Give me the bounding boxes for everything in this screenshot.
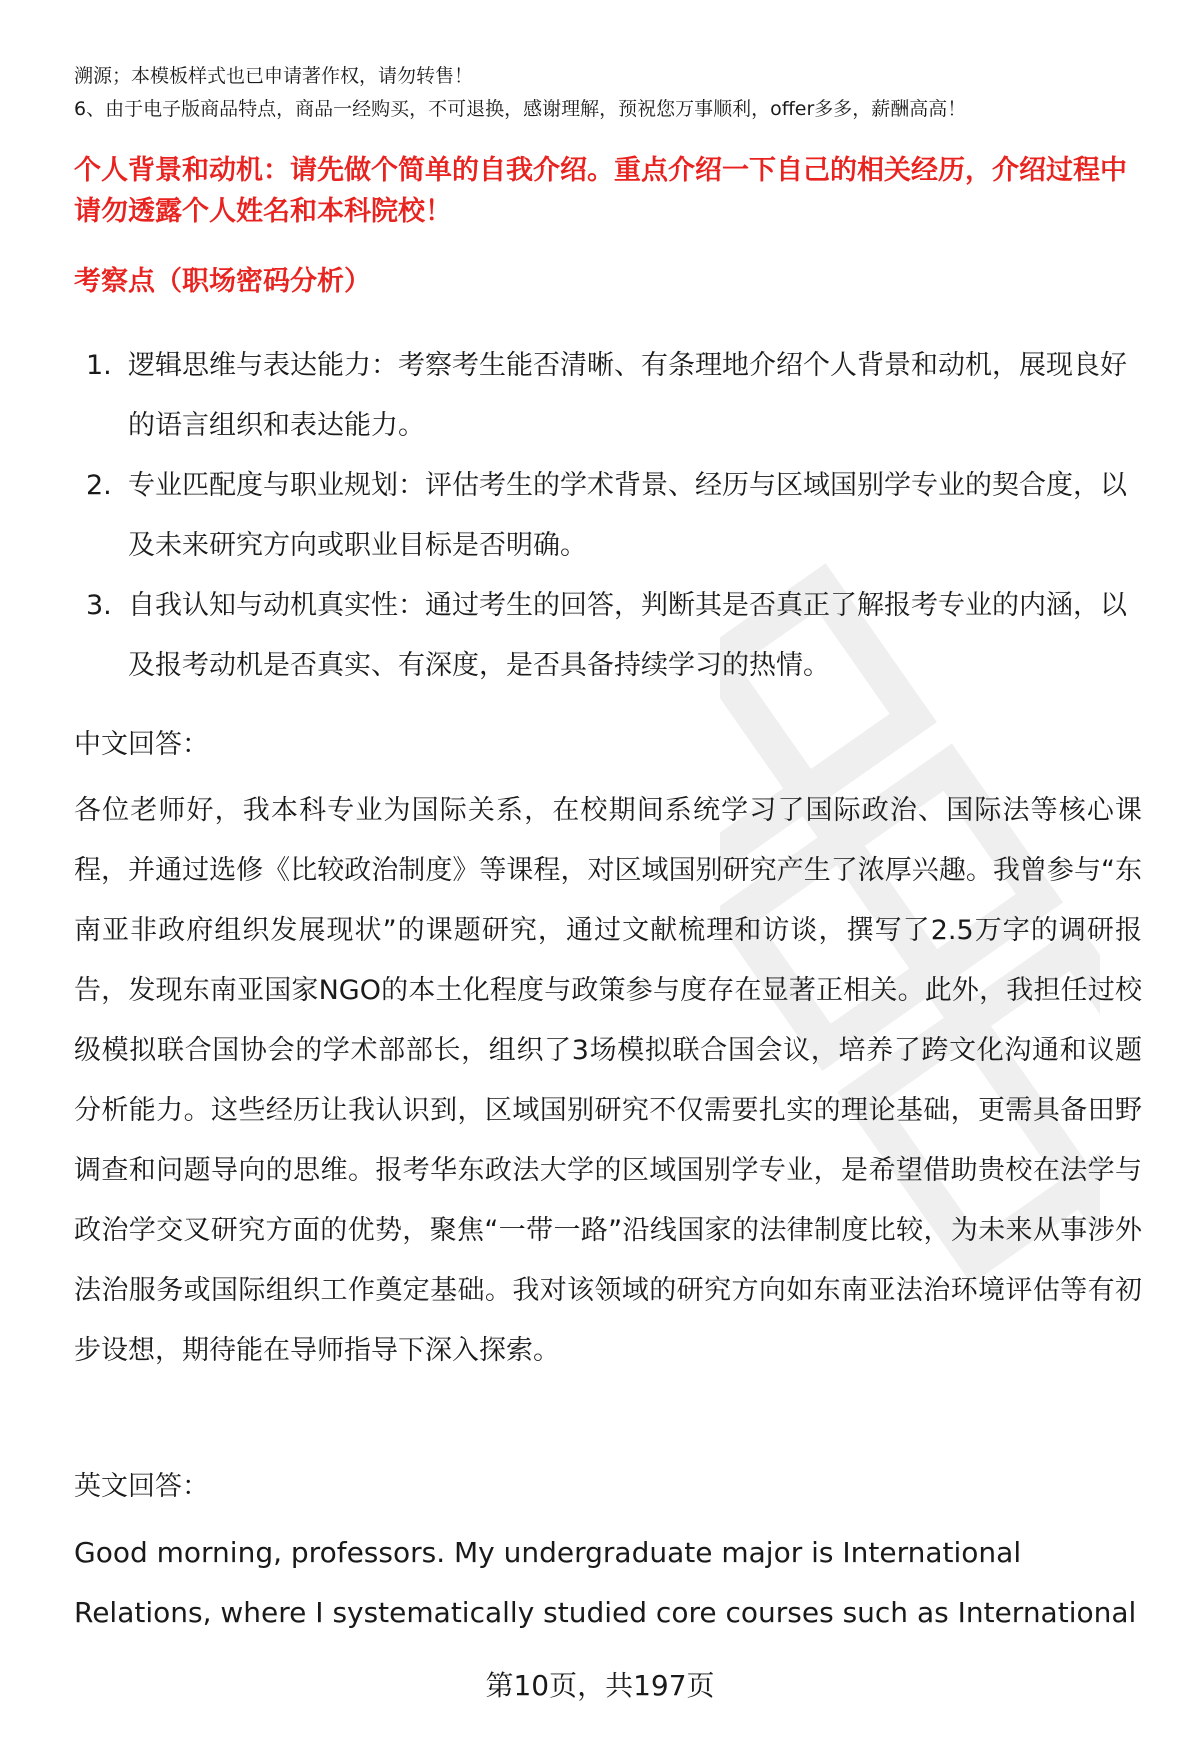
interview-question: 个人背景和动机：请先做个简单的自我介绍。重点介绍一下自己的相关经历，介绍过程中请勿透露个人姓名和本科院校！ <box>74 155 1127 227</box>
purchase-notes <box>74 60 1142 126</box>
assessment-points-list <box>74 336 1142 696</box>
english-answer-label: 英文回答： <box>74 1471 209 1502</box>
list-item-number: 1. <box>86 350 112 381</box>
page-number-footer: 第10页，共197页 <box>485 1669 715 1702</box>
english-answer-text: Good morning, professors. My undergraduate major is International Relations, where I systematically studied core courses such as International <box>74 1536 1137 1629</box>
chinese-answer-label: 中文回答： <box>74 729 209 760</box>
list-item-text: 自我认知与动机真实性：通过考生的回答，判断其是否真正了解报考专业的内涵，以及报考动机是否真实、有深度，是否具备持续学习的热情。 <box>128 590 1127 681</box>
note-line-refund: 6、由于电子版商品特点，商品一经购买，不可退换，感谢理解，预祝您万事顺利，offer多多，薪酬高高！ <box>74 98 967 120</box>
list-item <box>74 456 1142 576</box>
note-line-copyright: 溯源；本模板样式也已申请著作权，请勿转售！ <box>74 65 474 87</box>
list-item-text: 专业匹配度与职业规划：评估考生的学术背景、经历与区域国别学专业的契合度，以及未来研究方向或职业目标是否明确。 <box>128 470 1127 561</box>
list-item <box>74 336 1142 456</box>
list-item-number: 2. <box>86 470 112 501</box>
list-item-text: 逻辑思维与表达能力：考察考生能否清晰、有条理地介绍个人背景和动机，展现良好的语言组织和表达能力。 <box>128 350 1127 441</box>
chinese-answer-text: 各位老师好，我本科专业为国际关系，在校期间系统学习了国际政治、国际法等核心课程，并通过选修《比较政治制度》等课程，对区域国别研究产生了浓厚兴趣。我曾参与“东南亚非政府组织发展现状”的课题研究，通过文献梳理和访谈，撰写了2.5万字的调研报告，发现东南亚国家NGO的本土化程度与政策参与度存在显著正相关。此外，我担任过校级模拟联合国协会的学术部部长，组织了3场模拟联合国会议，培养了跨文化沟通和议题分析能力。这些经历让我认识到，区域国别研究不仅需要扎实的理论基础，更需具备田野调查和问题导向的思维。报考华东政法大学的区域国别学专业，是希望借助贵校在法学与政治学交叉研究方面的优势，聚焦“一带一路”沿线国家的法律制度比较，为未来从事涉外法治服务或国际组织工作奠定基础。我对该领域的研究方向如东南亚法治环境评估等有初步设想，期待能在导师指导下深入探索。 <box>74 795 1142 1366</box>
points-title: 考察点（职场密码分析） <box>74 266 371 297</box>
list-item <box>74 576 1142 696</box>
list-item-number: 3. <box>86 590 112 621</box>
